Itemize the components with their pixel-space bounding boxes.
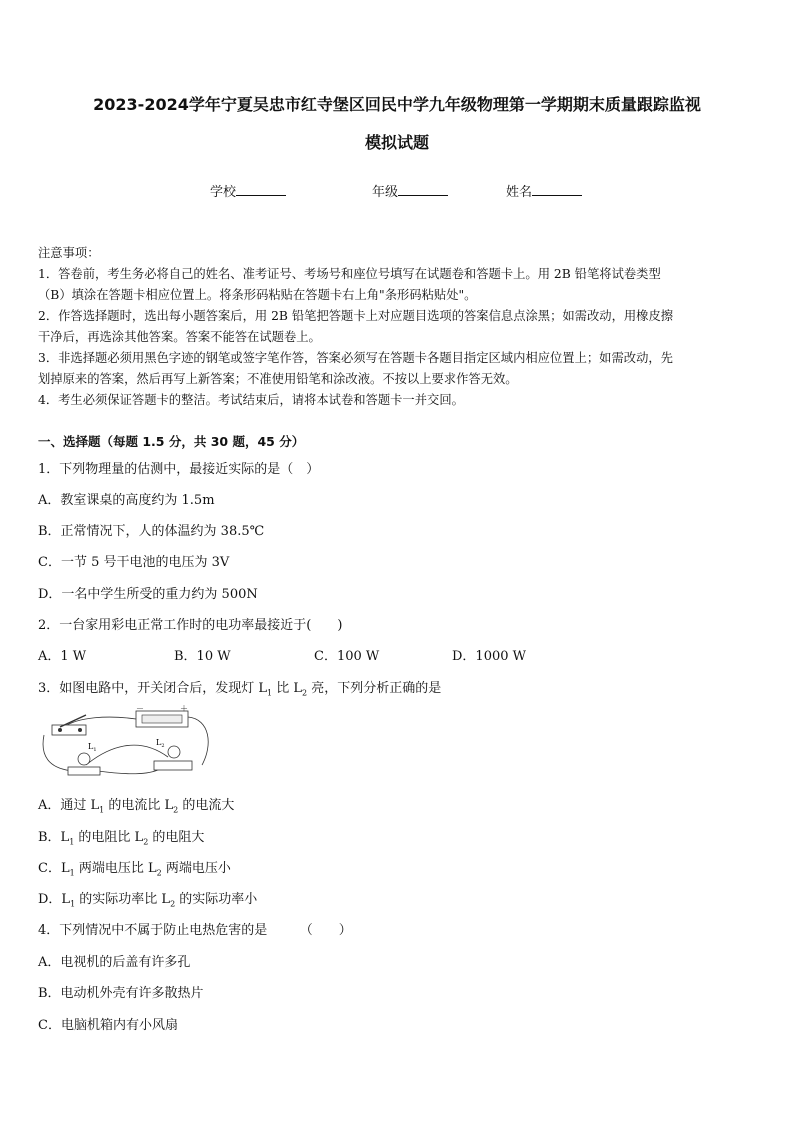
circuit-diagram: [38, 705, 213, 785]
l1-label: $L_1$: [88, 742, 97, 753]
question-4-option-c: C．电脑机箱内有小风扇: [38, 1018, 178, 1033]
question-1-option-b: B．正常情况下，人的体温约为 38.5℃: [38, 524, 265, 539]
question-3-option-b: B．$L_1$ 的电阻比 $L_2$ 的电阻大: [38, 830, 205, 847]
grade-blank: [398, 183, 448, 196]
question-4-stem: 4．下列情况中不属于防止电热危害的是 （ ）: [38, 923, 352, 938]
question-2-option-d: D．1000 W: [452, 649, 527, 664]
notes-block: [38, 243, 758, 411]
note-line: 划掉原来的答案，然后再写上新答案；不准使用铅笔和涂改液。不按以上要求作答无效。: [38, 372, 518, 386]
note-line: 3．非选择题必须用黑色字迹的钢笔或签字笔作答，答案必须写在答题卡各题目指定区域内相应位置上；如需改动，先: [38, 351, 673, 365]
question-3-option-d: D．$L_1$ 的实际功率比 $L_2$ 的实际功率小: [38, 892, 258, 909]
question-1-stem: 1．下列物理量的估测中，最接近实际的是（ ）: [38, 462, 320, 477]
grade-field: 年级: [372, 181, 448, 200]
note-line: 1．答卷前，考生务必将自己的姓名、准考证号、考场号和座位号填写在试题卷和答题卡上。用 2B 铅笔将试卷类型: [38, 267, 661, 281]
question-3-option-c: C．$L_1$ 两端电压比 $L_2$ 两端电压小: [38, 861, 231, 878]
question-4-option-a: A．电视机的后盖有许多孔: [38, 955, 191, 970]
notes-heading: 注意事项：: [38, 246, 100, 260]
section-heading: 一、选择题（每题 1.5 分，共 30 题，45 分）: [38, 434, 305, 449]
battery-minus-label: －: [136, 705, 144, 713]
battery-plus-label: ＋: [180, 705, 188, 713]
question-2-option-c: C．100 W: [314, 649, 380, 664]
question-3-stem: 3．如图电路中，开关闭合后，发现灯 $L_1$ 比 $L_2$ 亮，下列分析正确的是: [38, 681, 442, 698]
l2-label: $L_2$: [156, 738, 165, 749]
note-line: 干净后，再选涂其他答案。答案不能答在试题卷上。: [38, 330, 321, 344]
page-title: 2023-2024学年宁夏吴忠市红寺堡区回民中学九年级物理第一学期期末质量跟踪监视: [93, 95, 701, 114]
question-2-stem: 2．一台家用彩电正常工作时的电功率最接近于( ): [38, 618, 343, 633]
question-3-option-a: A．通过 $L_1$ 的电流比 $L_2$ 的电流大: [38, 798, 235, 815]
question-1-option-a: A．教室课桌的高度约为 1.5m: [38, 493, 215, 508]
question-2-option-b: B．10 W: [174, 649, 231, 664]
question-4-option-b: B．电动机外壳有许多散热片: [38, 986, 204, 1001]
question-1-option-d: D．一名中学生所受的重力约为 500N: [38, 587, 258, 602]
school-field: 学校: [210, 181, 286, 200]
question-2-option-a: A．1 W: [38, 649, 87, 664]
name-field: 姓名: [506, 181, 582, 200]
school-blank: [236, 183, 286, 196]
note-line: （B）填涂在答题卡相应位置上。将条形码粘贴在答题卡右上角"条形码粘贴处"。: [38, 288, 477, 302]
name-blank: [532, 183, 582, 196]
page-title-continued: 模拟试题: [364, 133, 429, 152]
bulb-l2-icon: [154, 738, 192, 770]
note-line: 4．考生必须保证答题卡的整洁。考试结束后，请将本试卷和答题卡一并交回。: [38, 393, 464, 407]
note-line: 2．作答选择题时，选出每小题答案后，用 2B 铅笔把答题卡上对应题目选项的答案信息点涂黑；如需改动，用橡皮擦: [38, 309, 674, 323]
question-1-option-c: C．一节 5 号干电池的电压为 3V: [38, 555, 230, 570]
battery-icon: [136, 705, 188, 727]
switch-icon: [52, 715, 86, 735]
